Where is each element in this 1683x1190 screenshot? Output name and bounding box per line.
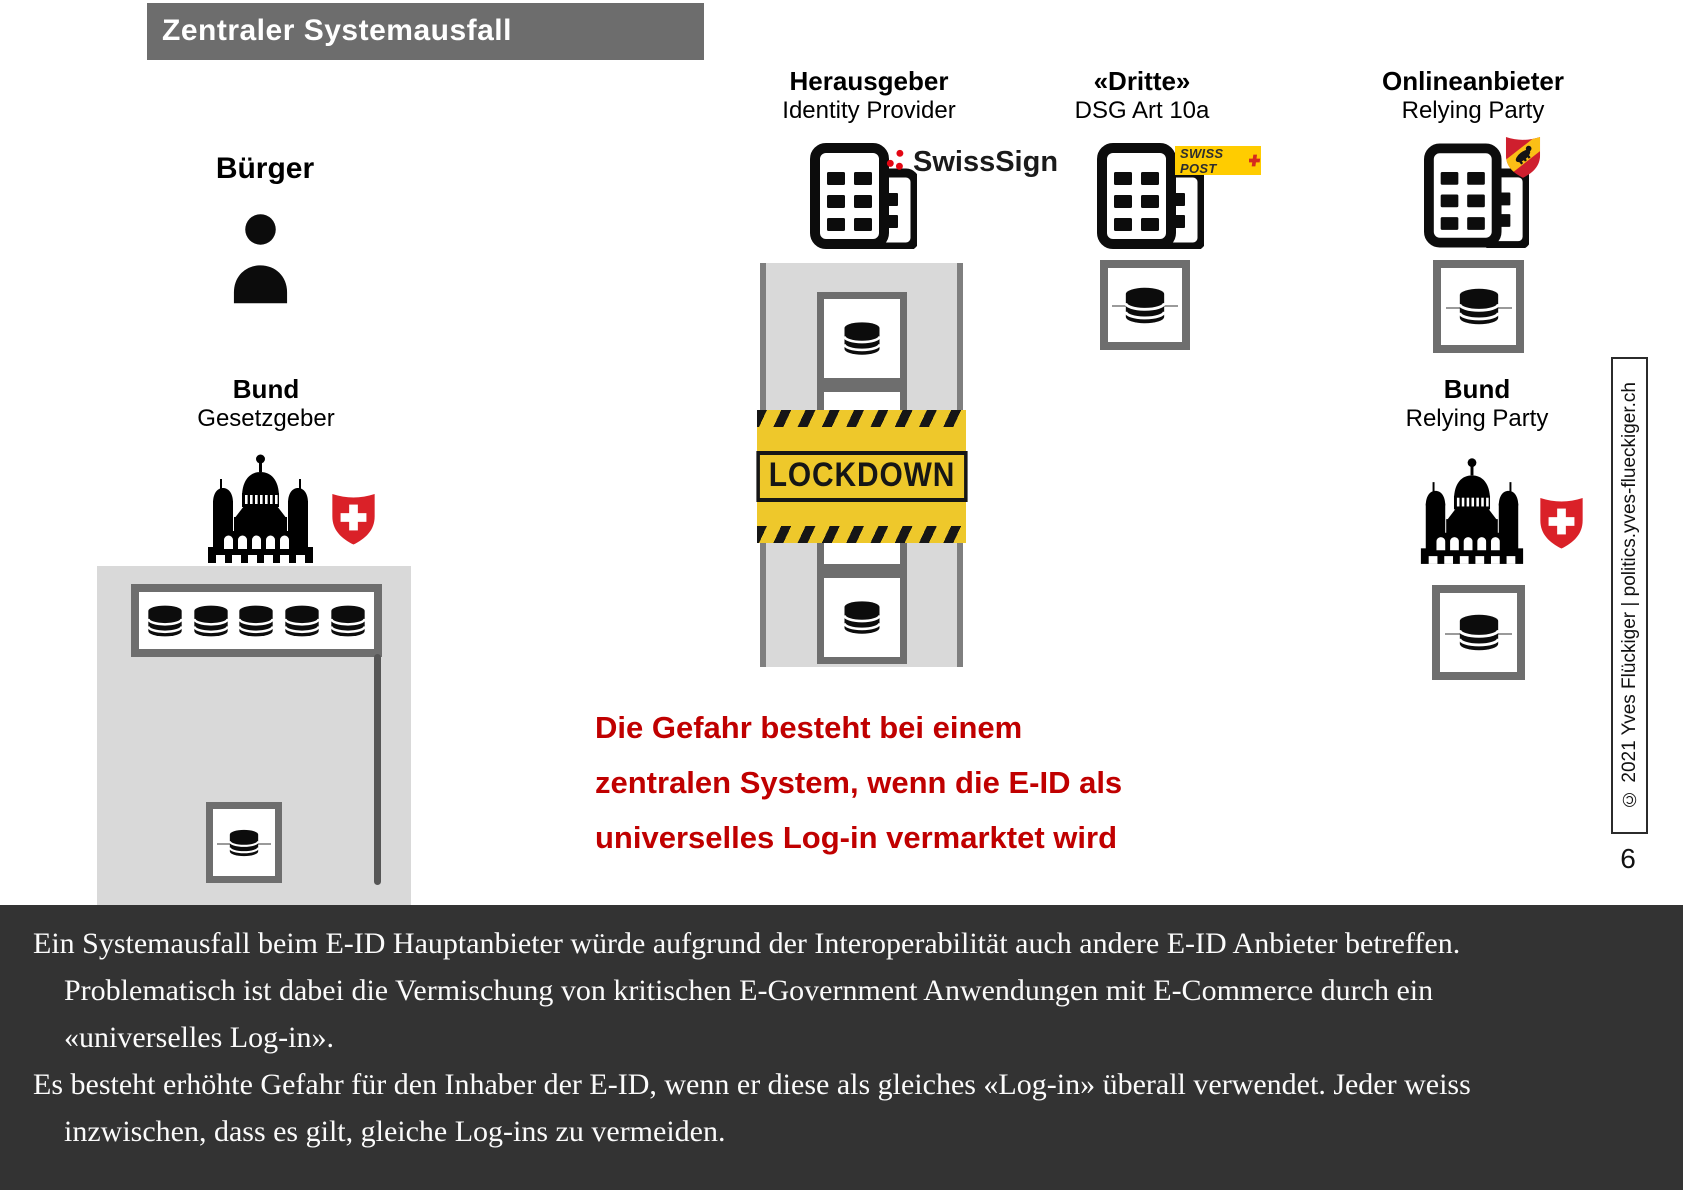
bund-small-database-box — [206, 802, 282, 883]
database-icon — [236, 603, 276, 639]
onlineanbieter-label: Onlineanbieter — [1381, 66, 1565, 96]
swisssign-logo-text: SwissSign — [913, 146, 1059, 178]
bund-gesetzgeber-sublabel: Gesetzgeber — [197, 405, 335, 432]
onlineanbieter-label-group — [1323, 66, 1623, 125]
slide-title: Zentraler Systemausfall — [162, 14, 512, 47]
warning-line: universelles Log-in vermarktet wird — [595, 820, 1118, 855]
lockdown-banner — [757, 410, 966, 543]
database-icon — [1122, 285, 1168, 326]
bern-coat-of-arms-icon — [1504, 133, 1542, 179]
warning-text — [595, 700, 1195, 865]
swiss-shield-icon — [1538, 493, 1585, 550]
swisspost-logo-text: SWISS POST — [1180, 145, 1224, 176]
idp-database-box — [817, 292, 907, 385]
parliament-icon — [1417, 447, 1527, 564]
page-number: 6 — [1620, 843, 1636, 874]
dritte-label: «Dritte» — [1093, 66, 1191, 96]
footer-line: «universelles Log-in». — [64, 1021, 334, 1054]
bund-gesetzgeber-label: Bund — [232, 374, 300, 404]
dritte-sublabel: DSG Art 10a — [1074, 97, 1210, 124]
bund-database-row-box — [131, 584, 382, 657]
onlineanbieter-sublabel: Relying Party — [1401, 97, 1545, 124]
buerger-label: Bürger — [215, 152, 315, 185]
person-icon — [229, 212, 292, 304]
database-icon — [1456, 612, 1502, 653]
footer-line: Problematisch ist dabei die Vermischung von kritischen E-Government Anwendungen mit E-Commerce durch ein — [64, 974, 1434, 1007]
bund-gesetzgeber-label-group — [116, 374, 416, 433]
hazard-stripe — [757, 526, 966, 543]
database-icon — [191, 603, 231, 639]
bund-relying-label: Bund — [1443, 374, 1511, 404]
herausgeber-label: Herausgeber — [789, 66, 949, 96]
database-icon — [1456, 286, 1502, 327]
dritte-label-group — [992, 66, 1292, 125]
footer-line: inzwischen, dass es gilt, gleiche Log-ins zu vermeiden. — [64, 1115, 726, 1148]
swiss-shield-icon — [330, 489, 377, 546]
footer-line: Ein Systemausfall beim E-ID Hauptanbieter würde aufgrund der Interoperabilität auch andere E-ID Anbieter betreffen. — [33, 927, 1461, 960]
database-icon — [227, 828, 261, 858]
swisssign-logo-icon — [886, 149, 909, 172]
slide-title-bar — [147, 3, 704, 60]
herausgeber-sublabel: Identity Provider — [782, 97, 956, 124]
footer-line: Es besteht erhöhte Gefahr für den Inhaber der E-ID, wenn er diese als gleiches «Log-in» überall verwendet. Jeder weiss — [33, 1068, 1471, 1101]
lockdown-label: LOCKDOWN — [756, 451, 967, 502]
warning-line: Die Gefahr besteht bei einem — [595, 710, 1023, 745]
credit-text: © 2021 Yves Flückiger | politics.yves-flueckiger.ch — [1618, 382, 1640, 809]
parliament-icon — [204, 443, 317, 563]
database-icon — [282, 603, 322, 639]
footer-notes — [0, 905, 1683, 1190]
bund-relying-label-group — [1327, 374, 1627, 433]
onlineanbieter-database-box — [1433, 260, 1524, 353]
swisspost-logo — [1175, 146, 1261, 175]
swisspost-cross-icon — [1249, 152, 1261, 169]
herausgeber-label-group — [719, 66, 1019, 125]
dritte-database-box — [1100, 260, 1190, 350]
hazard-stripe — [757, 410, 966, 427]
database-icon — [328, 603, 368, 639]
warning-line: zentralen System, wenn die E-ID als — [595, 765, 1123, 800]
credit-sidebar — [1611, 357, 1648, 834]
connector-line — [374, 654, 381, 885]
database-icon — [841, 320, 883, 357]
database-icon — [145, 603, 185, 639]
idp-database-box — [817, 571, 907, 664]
database-icon — [841, 599, 883, 636]
bund-relying-database-box — [1432, 585, 1525, 680]
bund-relying-sublabel: Relying Party — [1405, 405, 1549, 432]
